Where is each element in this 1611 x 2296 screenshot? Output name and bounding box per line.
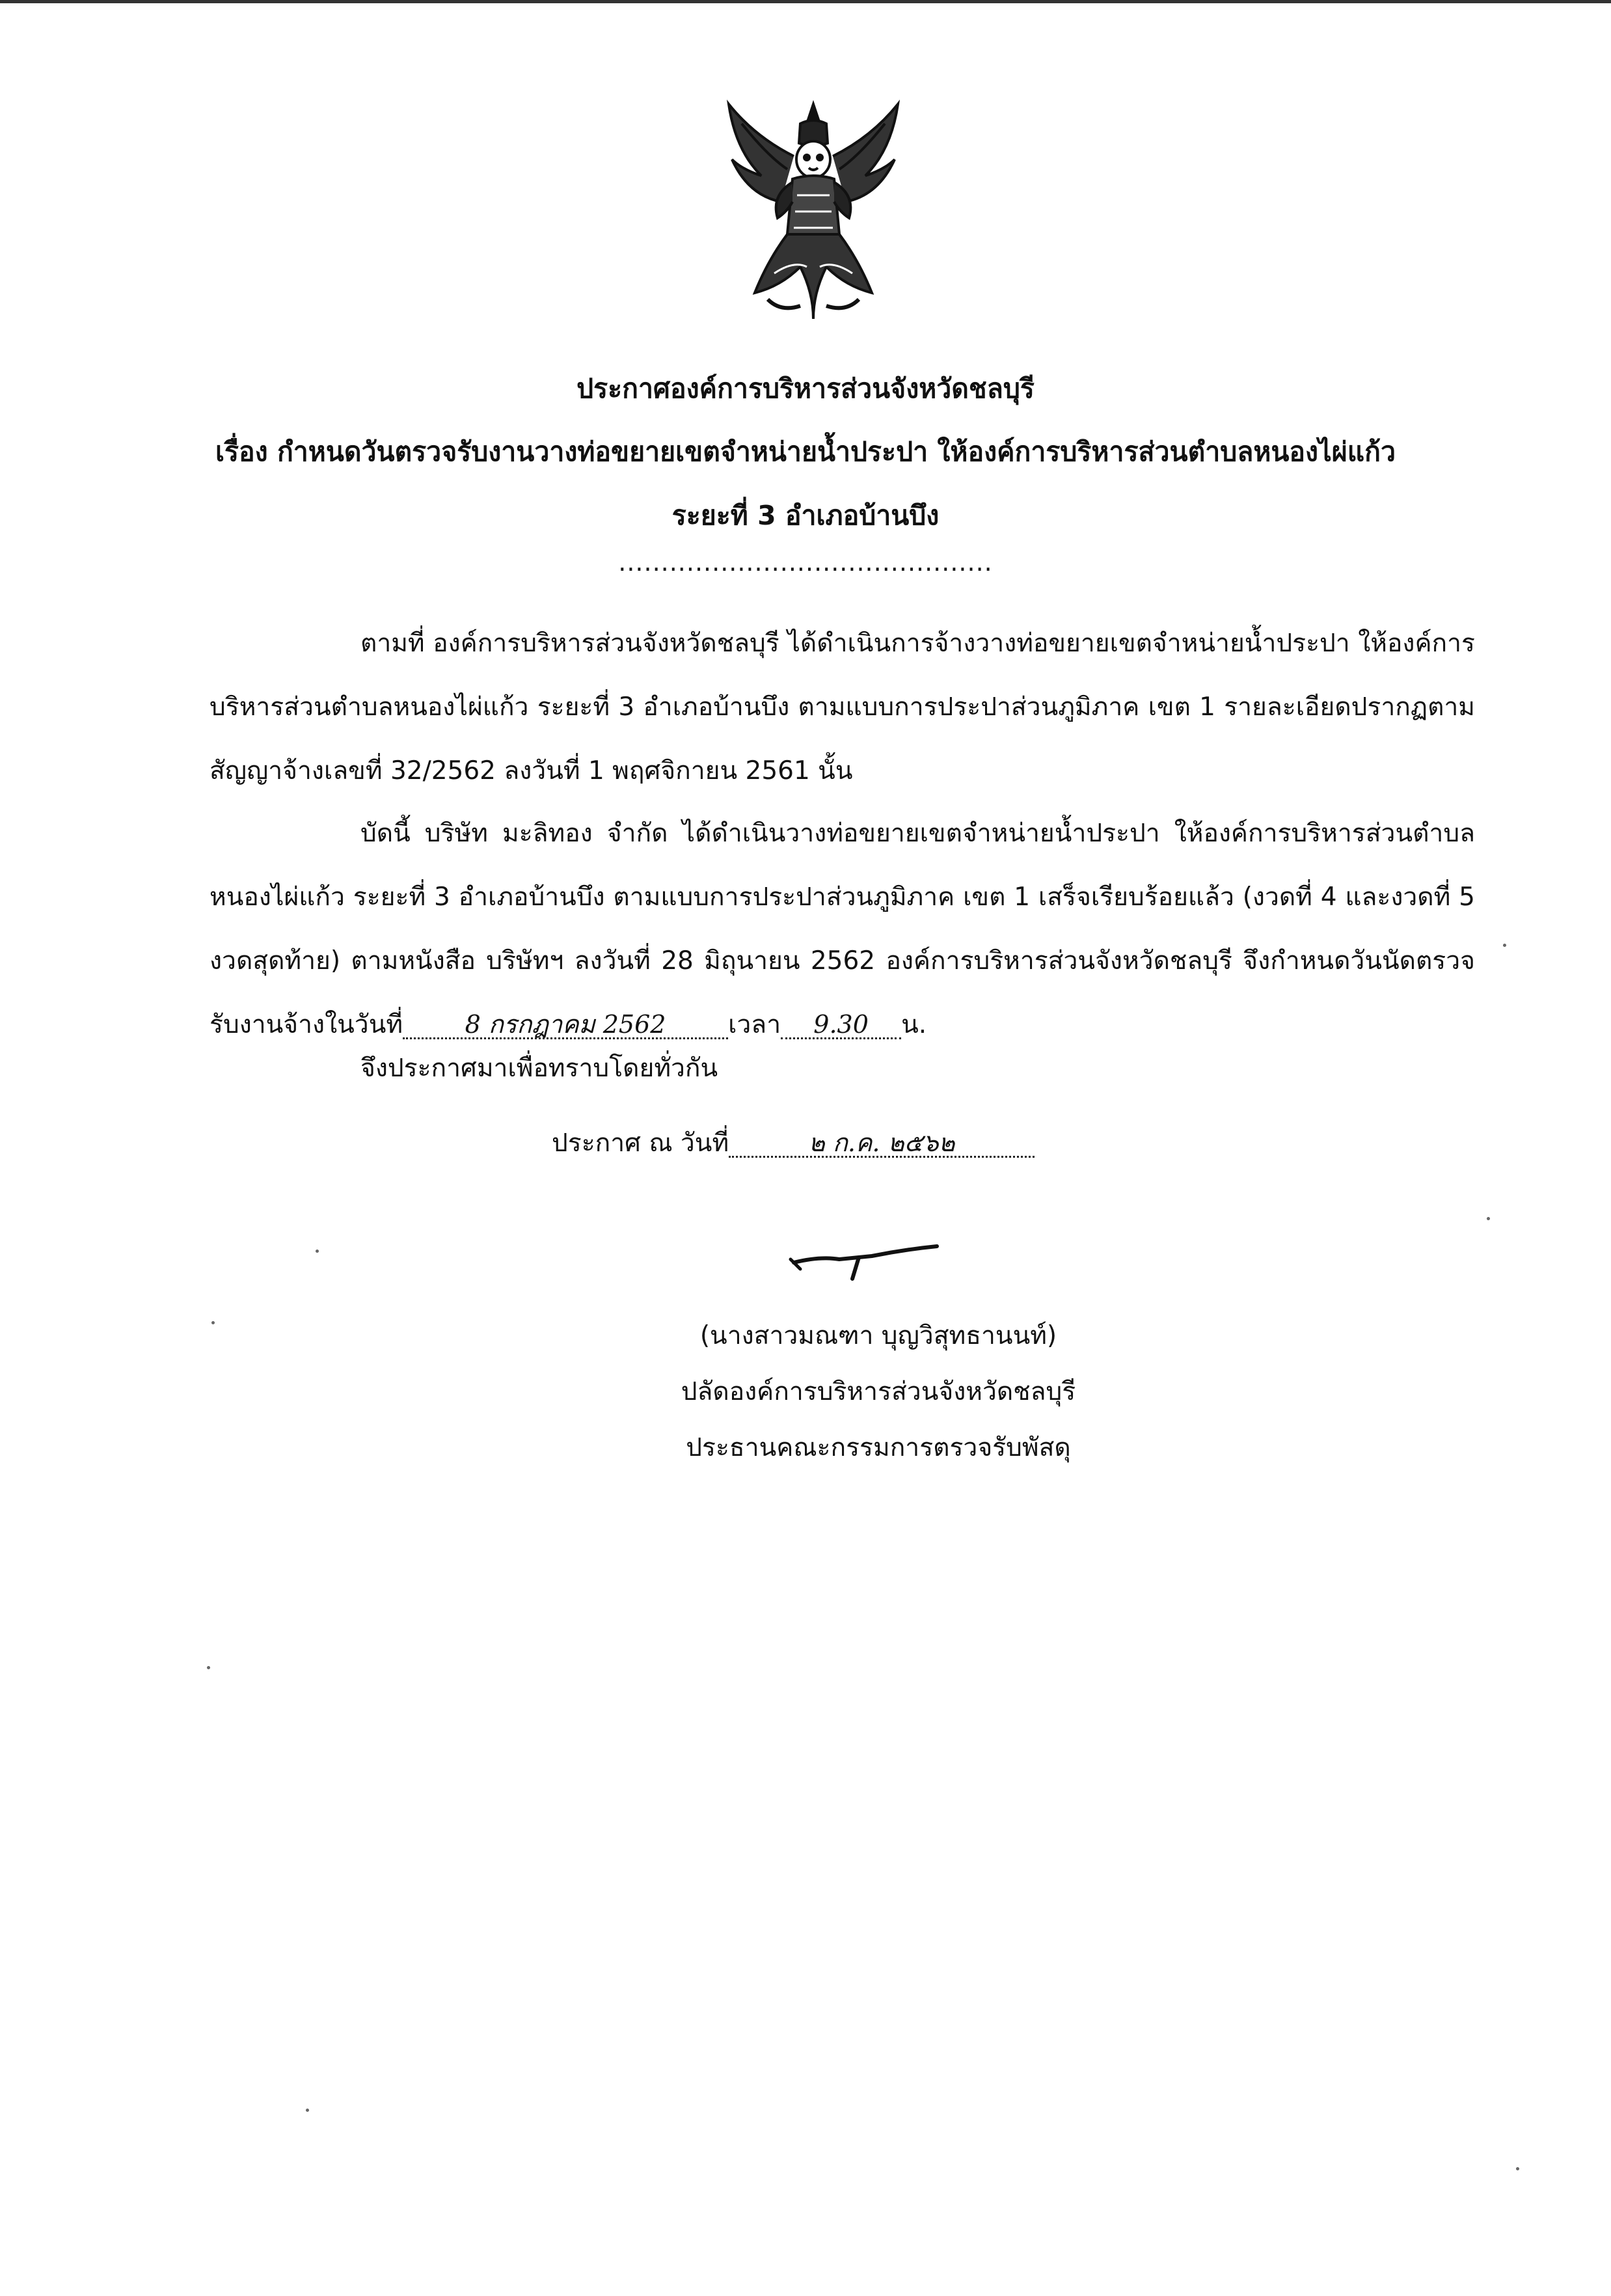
garuda-emblem-icon [716, 98, 911, 325]
signatory-name: (นางสาวมณฑา บุญวิสุทธานนท์) [699, 1321, 1057, 1350]
inspection-time-handwritten: 9.30 [781, 1011, 901, 1039]
closing-statement: จึงประกาศมาเพื่อทราบโดยทั่วกัน [360, 1054, 718, 1083]
signatory-block [586, 1308, 1171, 1476]
time-label: เวลา [728, 1010, 781, 1039]
scan-speck [1516, 2167, 1519, 2170]
scan-speck [306, 2109, 309, 2112]
time-suffix: น. [901, 1010, 927, 1039]
announcement-date-stamp: ๒ ก.ค. ๒๕๖๒ [729, 1130, 1035, 1158]
scan-speck [1503, 944, 1506, 947]
scan-speck [207, 1666, 210, 1669]
paragraph-2-text: บัดนี้ บริษัท มะลิทอง จำกัด ได้ดำเนินวางท่อขยายเขตจำหน่ายน้ำประปา ให้องค์การบริหารส่วนตำบลหนองไผ่แก้ว ระยะที่ 3 อำเภอบ้านบึง ตามแบบการประปาส่วนภูมิภาค เขต 1 เสร็จเรียบร้อยแล้ว (งวดที่ 4 และงวดที่ 5 งวดสุดท้าย) ตามหนังสือ บริษัทฯ ลงวันที่ 28 มิถุนายน 2562 องค์การบริหารส่วนจังหวัดชลบุรี จึงกำหนดวันนัดตรวจรับงานจ้างในวันที่ [210, 819, 1475, 1039]
announcement-label: ประกาศ ณ วันที่ [552, 1128, 729, 1158]
paragraph-1-text: ตามที่ องค์การบริหารส่วนจังหวัดชลบุรี ได้ดำเนินการจ้างวางท่อขยายเขตจำหน่ายน้ำประปา ให้องค์การบริหารส่วนตำบลหนองไผ่แก้ว ระยะที่ 3 อำเภอบ้านบึง ตามแบบการประปาส่วนภูมิภาค เขต 1 รายละเอียดปรากฏตามสัญญาจ้างเลขที่ 32/2562 ลงวันที่ 1 พฤศจิกายน 2561 นั้น [210, 629, 1475, 786]
paragraph-2 [210, 802, 1475, 1057]
subject-line-2: ระยะที่ 3 อำเภอบ้านบึง [671, 500, 940, 531]
scan-speck [1487, 1217, 1490, 1220]
paragraph-1 [210, 612, 1475, 803]
separator: ............................................ [618, 548, 993, 577]
inspection-date-handwritten: 8 กรกฎาคม 2562 [403, 1011, 728, 1039]
scan-speck [316, 1250, 319, 1253]
signature-icon [781, 1230, 950, 1289]
announcement-date-line [552, 1123, 1035, 1163]
scan-speck [211, 1321, 215, 1324]
signatory-position: ปลัดองค์การบริหารส่วนจังหวัดชลบุรี [681, 1377, 1076, 1406]
committee-position: ประธานคณะกรรมการตรวจรับพัสดุ [686, 1433, 1071, 1462]
scan-top-edge [0, 0, 1611, 3]
subject-line: เรื่อง กำหนดวันตรวจรับงานวางท่อขยายเขตจำหน่ายน้ำประปา ให้องค์การบริหารส่วนตำบลหนองไผ่แก้ว [215, 436, 1396, 467]
document-title: ประกาศองค์การบริหารส่วนจังหวัดชลบุรี [576, 373, 1035, 404]
